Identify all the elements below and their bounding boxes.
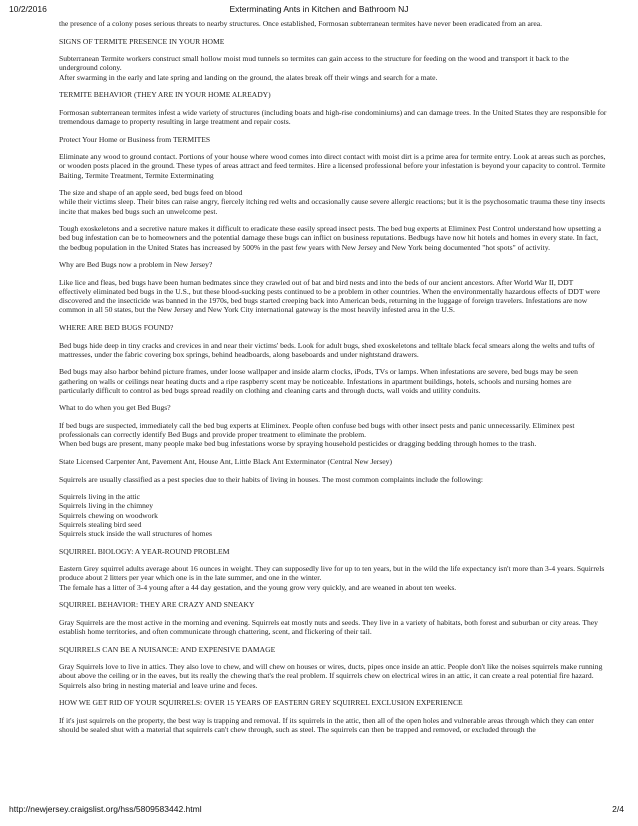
list-item: Squirrels living in the chimney	[59, 501, 154, 511]
paragraph	[59, 278, 607, 315]
section-heading	[59, 403, 607, 412]
section-heading	[59, 600, 607, 609]
print-date: 10/2/2016	[9, 4, 47, 14]
paragraph-text: Formosan subterranean termites infest a wide variety of structures (including boats and high-rise condominiums) and can damage trees. In the United States they are responsible for tremendous damage to property resulting in large treatment and repair costs.	[59, 107, 607, 126]
list-item: Squirrels living in the attic	[59, 492, 140, 502]
paragraph-text: while their victims sleep. Their bites can raise angry, fiercely itching red welts and occasionally cause severe allergic reactions; but it is the psychosomatic trauma these tiny insects incite that makes bed bugs such an unwelcome pest.	[59, 197, 606, 216]
paragraph-text: Eliminate any wood to ground contact. Portions of your house where wood comes into direct contact with moist dirt is a prime area for termite entry. Look at areas such as porches, or wooden posts placed in the ground. These types of areas attract and feed termites. Hire a licensed professional before your infestation is beyond your capacity to control. Termite Baiting, Termite Treatment, Termite Exterminating	[59, 152, 606, 180]
paragraph-text: Gray Squirrels are the most active in the morning and evening. Squirrels eat mostly nuts and seeds. They live in a variety of habitats, both forest and suburban or city areas. They establish home territories, and often communicate through chattering, scent, and flickering of their tail.	[59, 617, 598, 636]
source-url-link[interactable]: http://newjersey.craigslist.org/hss/5809583442.html	[9, 804, 202, 814]
heading-text: State Licensed Carpenter Ant, Pavement Ant, House Ant, Little Black Ant Exterminator (Central New Jersey)	[59, 456, 392, 466]
paragraph-text: Like lice and fleas, bed bugs have been human bedmates since they crawled out of bat and bird nests and into the beds of our ancient ancestors. After World War II, DDT effectively eliminated bed bugs in the U.S., but these blood-sucking pests continued to be a problem in other countries. When the environmentally hazardous effects of DDT were discovered and the insecticide was banned in the 1970s, bed bugs started creeping back into American beds, returning in the luggage of foreign travelers. Infestations are now common in all 50 states, but the New Jersey and New York City international gateway is the most heavily infested area in the U.S.	[59, 277, 600, 315]
paragraph	[59, 188, 607, 216]
paragraph	[59, 367, 607, 395]
heading-text: SQUIRREL BEHAVIOR: THEY ARE CRAZY AND SNEAKY	[59, 600, 255, 610]
paragraph	[59, 152, 607, 180]
paragraph-text: If it's just squirrels on the property, the best way is trapping and removal. If its squirrels in the attic, then all of the open holes and vulnerable areas through which they can enter should be sealed shut with a material that squirrels can't chew through, such as steel. The squirrels can then be trapped and removed, or excluded through the	[59, 715, 594, 734]
section-heading	[59, 645, 607, 654]
paragraph-text: The size and shape of an apple seed, bed bugs feed on blood	[59, 188, 243, 198]
section-heading	[59, 90, 607, 99]
heading-text: WHERE ARE BED BUGS FOUND?	[59, 322, 174, 332]
paragraph-text: When bed bugs are present, many people make bed bug infestations worse by spraying household pesticides or dragging bedding through homes to the trash.	[59, 439, 537, 449]
paragraph-text: Eastern Grey squirrel adults average about 16 ounces in weight. They can supposedly live for up to ten years, but in the wild the life expectancy isn't more than 3-4 years. Squirrels produce about 2 litters per year which one is in the late summer, and one in the winter.	[59, 564, 605, 583]
page-number: 2/4	[612, 804, 624, 814]
paragraph	[59, 475, 607, 484]
heading-text: TERMITE BEHAVIOR (THEY ARE IN YOUR HOME ALREADY)	[59, 90, 271, 100]
paragraph-text: Tough exoskeletons and a secretive nature makes it difficult to eradicate these easily spread insect pests. The bed bug experts at Eliminex Pest Control understand how upsetting a bed bug infestation can be to homeowners and the potential damage these bugs can inflict on business reputations. Bedbugs have now hit hotels and homes in every state. In fact, the bedbug population in the United States has increased by 500% in the past few years with New Jersey and New York being documented "hot spots" of activity.	[59, 224, 601, 252]
paragraph-text: If bed bugs are suspected, immediately call the bed bug experts at Eliminex. People often confuse bed bugs with other insect pests and panic unnecessarily. Eliminex pest professionals can correctly identify Bed Bugs and provide proper treatment to eliminate the problem.	[59, 420, 575, 440]
paragraph	[59, 421, 607, 449]
section-heading	[59, 260, 607, 269]
print-header	[0, 4, 638, 16]
section-heading	[59, 547, 607, 556]
paragraph	[59, 618, 607, 636]
paragraph-text: Gray Squirrels love to live in attics. They also love to chew, and will chew on houses or wires, ducts, pipes once inside an attic. People don't like the noises squirrels make running about above the ceiling or in the eaves, but its really the chewing that's the real problem. If squirrels chew on electrical wires in an attic, it can create a real potential fire hazard. Squirrels also bring in nesting material and leave urine and feces.	[59, 662, 603, 690]
paragraph-text: Bed bugs hide deep in tiny cracks and crevices in and near their victims' beds. Look for adult bugs, shed exoskeletons and telltale black fecal smears along the welts and tufts of mattresses, under the fabric covering box springs, behind headboards, along baseboards and under nightstand drawers.	[59, 340, 595, 359]
heading-text: SIGNS OF TERMITE PRESENCE IN YOUR HOME	[59, 36, 225, 46]
article-body	[59, 19, 607, 801]
heading-text: SQUIRREL BIOLOGY: A YEAR-ROUND PROBLEM	[59, 546, 230, 556]
paragraph-text: The female has a litter of 3-4 young after a 44 day gestation, and the young grow very quickly, and are weaned in about ten weeks.	[59, 582, 457, 592]
paragraph	[59, 54, 607, 82]
section-heading	[59, 37, 607, 46]
paragraph-text: Subterranean Termite workers construct small hollow moist mud tunnels so termites can gain access to the structure for feeding on the wood and transport it back to the underground colony.	[59, 54, 569, 73]
heading-text: HOW WE GET RID OF YOUR SQUIRRELS: OVER 15 YEARS OF EASTERN GREY SQUIRREL EXCLUSION EXPERIENCE	[59, 698, 463, 708]
heading-text: What to do when you get Bed Bugs?	[59, 403, 171, 413]
heading-text: SQUIRRELS CAN BE A NUISANCE: AND EXPENSIVE DAMAGE	[59, 644, 276, 654]
page-title: Exterminating Ants in Kitchen and Bathroom NJ	[229, 4, 409, 14]
section-heading	[59, 135, 607, 144]
complaint-list	[59, 492, 607, 538]
list-item: Squirrels stuck inside the wall structures of homes	[59, 528, 212, 538]
section-heading	[59, 457, 607, 466]
paragraph	[59, 224, 607, 252]
paragraph	[59, 716, 607, 734]
paragraph	[59, 108, 607, 126]
paragraph	[59, 19, 607, 28]
paragraph	[59, 341, 607, 359]
heading-text: Protect Your Home or Business from TERMITES	[59, 134, 211, 144]
paragraph-text: the presence of a colony poses serious threats to nearby structures. Once established, Formosan subterranean termites have never been eradicated from an area.	[59, 19, 543, 28]
paragraph-text: Squirrels are usually classified as a pest species due to their habits of living in houses. The most common complaints include the following:	[59, 474, 483, 484]
paragraph	[59, 564, 607, 592]
section-heading	[59, 323, 607, 332]
section-heading	[59, 698, 607, 707]
paragraph-text: Bed bugs may also harbor behind picture frames, under loose wallpaper and inside alarm clocks, iPods, TVs or lamps. When infestations are severe, bed bugs may be seen gathering on walls or ceilings near heating ducts and a ripe raspberry scent may be noticeable. Infestations in apartment buildings, hotels, schools and nursing homes are particularly difficult to control as bed bugs spread readily on clothing and cleaning carts and through ducts, wall voids and utility conduits.	[59, 367, 578, 395]
paragraph	[59, 662, 607, 690]
heading-text: Why are Bed Bugs now a problem in New Jersey?	[59, 260, 213, 270]
list-item: Squirrels chewing on woodwork	[59, 510, 158, 520]
print-footer	[0, 804, 638, 816]
paragraph-text: After swarming in the early and late spring and landing on the ground, the alates break off their wings and search for a mate.	[59, 72, 438, 82]
list-item: Squirrels stealing bird seed	[59, 519, 142, 529]
